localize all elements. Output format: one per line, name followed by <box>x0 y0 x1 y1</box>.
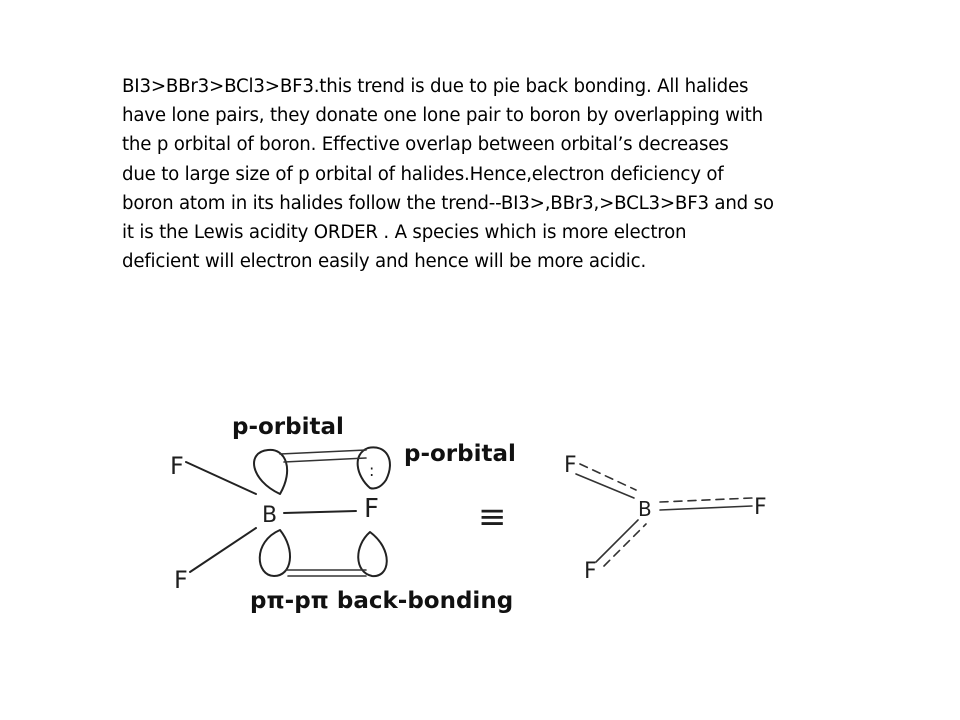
explanation-paragraph <box>122 72 834 276</box>
bond-f-b-top <box>186 462 256 494</box>
pi-overlap-line-upper <box>284 458 366 462</box>
paragraph-line: the p orbital of boron. Effective overlap between orbital’s decreases <box>122 134 729 156</box>
paragraph-line: deficient will electron easily and hence will be more acidic. <box>122 251 647 273</box>
paragraph-line: boron atom in its halides follow the trend--BI3>,BBr3,>BCL3>BF3 and so <box>122 192 774 214</box>
paragraph-line: it is the Lewis acidity ORDER . A species which is more electron <box>122 222 687 244</box>
bond-solid-top <box>576 474 634 498</box>
fluorine-atom-bottom-left: F <box>174 566 188 594</box>
bond-f-b-bottom <box>190 528 256 572</box>
paragraph-line: BI3>BBr3>BCl3>BF3.this trend is due to pie back bonding. All halides <box>122 76 749 97</box>
boron-p-orbital-lower-lobe <box>260 530 290 576</box>
lone-pair-dots: : <box>369 461 375 480</box>
back-bonding-diagram <box>160 400 800 630</box>
fluorine-atom-top: F <box>564 453 577 478</box>
boron-p-orbital-upper-lobe <box>254 450 287 494</box>
fluorine-atom-bottom: F <box>584 559 597 584</box>
diagram-svg <box>160 400 800 630</box>
paragraph-line: due to large size of p orbital of halides.Hence,electron deficiency of <box>122 163 724 185</box>
bond-b-f-right <box>284 511 356 513</box>
fluorine-atom-top-left: F <box>170 452 184 480</box>
p-orbital-label-right: p-orbital <box>404 441 516 467</box>
paragraph-line: have lone pairs, they donate one lone pair to boron by overlapping with <box>122 105 763 127</box>
bond-dashed-top <box>580 464 636 490</box>
bond-solid-right <box>660 506 752 510</box>
fluorine-atom-right-structure: F <box>754 495 767 520</box>
equivalence-symbol: ≡ <box>478 497 507 537</box>
p-orbital-label-top: p-orbital <box>232 414 344 440</box>
bond-solid-bottom <box>596 520 638 562</box>
backbonding-label: pπ-pπ back-bonding <box>250 588 514 614</box>
boron-atom-left: B <box>262 503 278 528</box>
fluorine-atom-right: F <box>364 494 379 524</box>
bond-dashed-right <box>660 498 752 502</box>
pi-overlap-line-upper <box>280 450 366 454</box>
bond-dashed-bottom <box>604 524 646 566</box>
boron-atom-right: B <box>638 497 652 521</box>
